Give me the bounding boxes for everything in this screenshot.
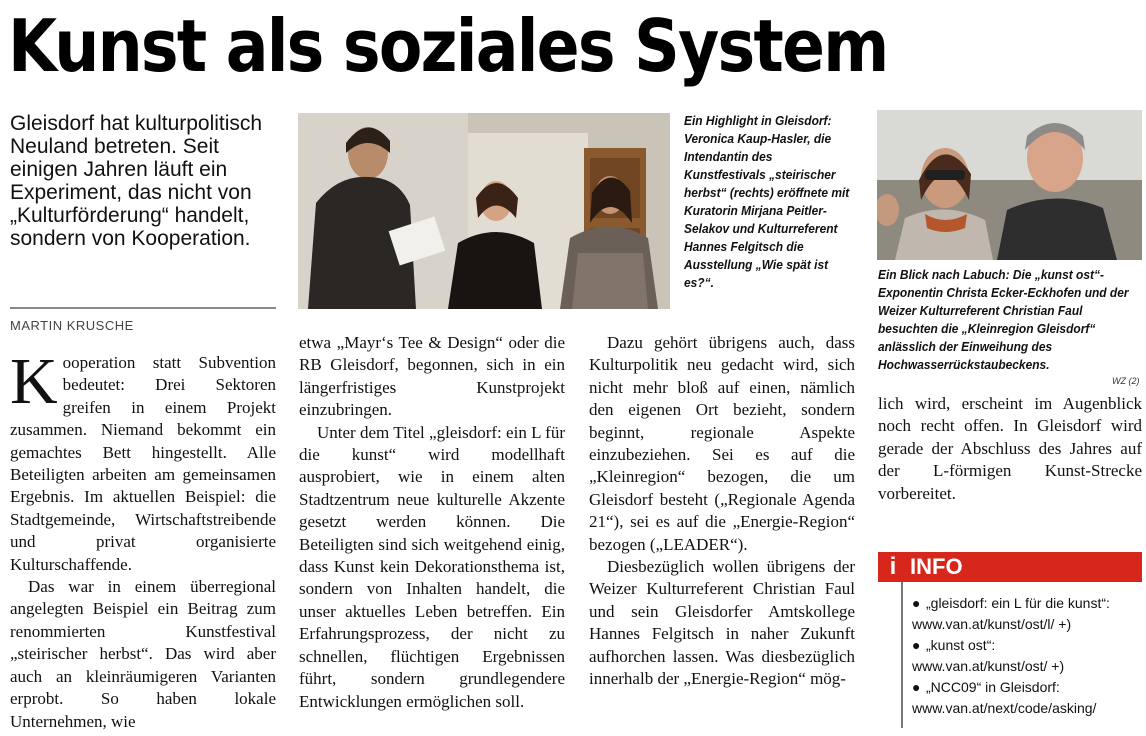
drop-cap: K	[10, 345, 58, 418]
info-link[interactable]: www.van.at/next/code/asking/	[912, 700, 1097, 716]
info-box-list	[912, 593, 1146, 719]
photo-labuch-visit	[877, 110, 1142, 260]
paragraph-1-text: ooperation statt Subvention bedeutet: Drei Sektoren greifen in einem Projekt zusammen. Niemand bekommt ein gemachtes Bett hingestellt. Alle Beteiligten arbeiten am gemeinsamen Ergebnis. Im aktuellen Beispiel: die Stadtgemeinde, Wirtschaftstreibende und privat organisierte Kulturschaffende.	[10, 353, 276, 574]
info-link[interactable]: www.van.at/kunst/ost/ +)	[912, 658, 1065, 674]
paragraph-6: Diesbezüglich wollen übrigens der Weizer Kulturreferent Christian Faul und sein Gleisdorfer Amtskollege Hannes Felgitsch in naher Zukunft aufhorchen lassen. Was diesbezüglich innerhalb der „Energie-Region“ mög-	[589, 557, 855, 689]
info-item	[912, 635, 1146, 656]
info-box-title: INFO	[910, 554, 963, 579]
photo-caption-labuch: Ein Blick nach Labuch: Die „kunst ost“-Exponentin Christa Ecker-Eckhofen und der Weizer Kulturreferent Christian Faul besuchten die „Kleinregion Gleisdorf“ anlässlich der Einweihung des Hochwasserrückstaubeckens.	[878, 267, 1129, 372]
article-column-4	[878, 393, 1142, 505]
info-link[interactable]: www.van.at/kunst/ost/l/ +)	[912, 616, 1072, 632]
info-icon: i	[889, 553, 897, 580]
article-headline: Kunst als soziales System	[8, 4, 888, 88]
paragraph-1	[10, 345, 276, 576]
article-column-1	[10, 345, 276, 733]
info-item-label: „NCC09“ in Gleisdorf:	[926, 679, 1060, 695]
article-column-2	[299, 332, 565, 713]
article-column-3	[589, 332, 855, 691]
photo-exhibition-opening-image	[298, 113, 670, 309]
bullet-icon: ●	[912, 595, 921, 611]
photo-labuch-visit-image	[877, 110, 1142, 260]
bullet-icon: ●	[912, 637, 921, 653]
photo-credit: WZ (2)	[1112, 376, 1140, 386]
photo-caption-exhibition: Ein Highlight in Gleisdorf: Veronica Kaup-Hasler, die Intendantin des Kunstfestivals „steirischer herbst“ (rechts) eröffnete mit Kuratorin Mirjana Peitler-Selakov und Kulturreferent Hannes Felgitsch die Ausstellung „Wie spät ist es?“.	[684, 113, 850, 290]
paragraph-5: Dazu gehört übrigens auch, dass Kulturpolitik neu gedacht wird, sich nicht mehr bloß auf einen, nämlich den eigenen Ort bezieht, sondern beginnt, regionale Aspekte einzubeziehen. Sei es auf die „Kleinregion“ bezogen, die um Gleisdorf besteht („Regionale Agenda 21“), sei es auf die „Energie-Region“ bezogen („LEADER“).	[589, 333, 855, 554]
author-byline: MARTIN KRUSCHE	[10, 318, 134, 333]
paragraph-7: lich wird, erscheint im Augenblick noch recht offen. In Gleisdorf wird gerade der Abschluss des Jahres auf der L-förmigen Kunst-Strecke vorbereitet.	[878, 394, 1142, 503]
info-item-label: „kunst ost“:	[926, 637, 996, 653]
photo-exhibition-opening	[298, 113, 670, 309]
paragraph-2: Das war in einem überregional angelegten Beispiel ein Beitrag zum renommierten Kunstfestival „steirischer herbst“. Das wird aber auch an kleinräumigeren Varianten erprobt. So haben lokale Unternehmen, wie	[10, 577, 276, 731]
info-box-rule	[901, 582, 903, 728]
paragraph-4: Unter dem Titel „gleisdorf: ein L für die kunst“ wird modellhaft ausprobiert, wie in einem alten Stadtzentrum neue kulturelle Akzente gesetzt werden können. Die Beteiligten sind sich weitgehend einig, dass Kunst kein Dekorationsthema ist, sondern von Inhalten handelt, die unser aktuelles Leben betreffen. Ein Erfahrungsprozess, der nicht zu schnellen, flüchtigen Ergebnissen führt, sondern grundlegendere Entwicklungen ermöglichen soll.	[299, 422, 565, 711]
info-item-label: „gleisdorf: ein L für die kunst“:	[926, 595, 1110, 611]
lead-divider	[10, 307, 276, 309]
info-item	[912, 677, 1146, 698]
bullet-icon: ●	[912, 679, 921, 695]
paragraph-3: etwa „Mayr‘s Tee & Design“ oder die RB Gleisdorf, begonnen, sich in ein längerfristiges Kunstprojekt einzubringen.	[299, 333, 565, 420]
info-item	[912, 593, 1146, 614]
article-lead: Gleisdorf hat kulturpolitisch Neuland betreten. Seit einigen Jahren läuft ein Experiment, das nicht von „Kulturförderung“ handelt, sondern von Kooperation.	[10, 112, 263, 250]
info-box-header	[878, 552, 1142, 582]
